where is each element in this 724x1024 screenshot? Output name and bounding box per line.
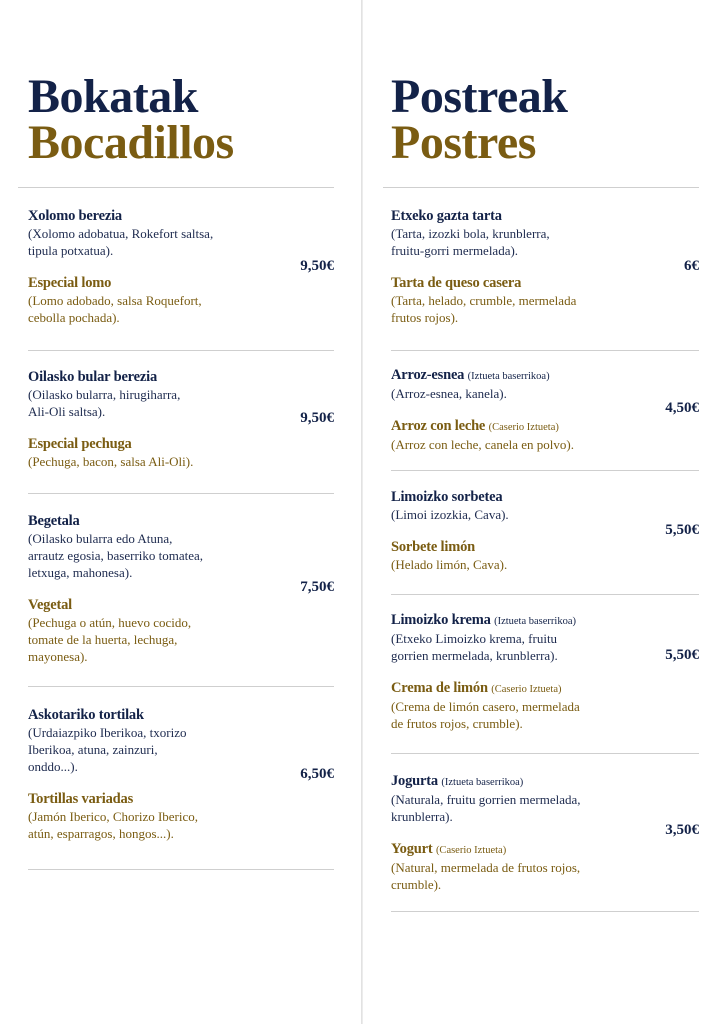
item-desc: de frutos rojos, crumble).: [391, 716, 523, 731]
item-desc: (Limoi izozkia, Cava).: [391, 507, 509, 522]
item-name: Especial pechuga: [28, 436, 132, 452]
item-name-text: Arroz-esnea: [391, 367, 465, 383]
item-name: [391, 841, 653, 859]
menu-section: [391, 773, 653, 893]
item-desc: (Arroz-esnea, kanela).: [391, 386, 507, 401]
item-desc: (Xolomo adobatua, Rokefort saltsa,: [28, 226, 214, 241]
item-name-text: Arroz con leche: [391, 418, 486, 434]
divider: [18, 187, 334, 188]
item-desc: cebolla pochada).: [28, 310, 120, 325]
item-spanish: [391, 841, 653, 893]
item-name-text: Tarta de queso casera: [391, 275, 522, 291]
divider: [28, 350, 334, 351]
item-name: [391, 489, 651, 506]
item-price: 5,50€: [665, 522, 699, 538]
item-name: [391, 773, 653, 791]
page-title: [28, 70, 234, 169]
divider: [391, 753, 699, 754]
divider: [391, 911, 699, 912]
item-desc: letxuga, mahonesa).: [28, 565, 133, 580]
item-name: Begetala: [28, 513, 80, 529]
item-desc: arrautz egosia, baserriko tomatea,: [28, 548, 204, 563]
item-desc: onddo...).: [28, 759, 78, 774]
item-name: [391, 208, 651, 225]
item-price: 6€: [684, 258, 699, 274]
item-spanish: [28, 597, 328, 665]
item-origin-note: (Iztueta baserrikoa): [467, 371, 550, 382]
item-origin-note: (Caserio Iztueta): [488, 422, 559, 433]
item-name: [391, 275, 651, 292]
item-desc: (Tarta, izozki bola, krunblerra,: [391, 226, 550, 241]
item-price: 7,50€: [300, 579, 334, 595]
item-name-text: Jogurta: [391, 773, 438, 789]
item-desc: (Helado limón, Cava).: [391, 557, 508, 572]
item-spanish: [391, 418, 651, 453]
item-origin-note: (Caserio Iztueta): [491, 684, 562, 695]
item-desc: (Natural, mermelada de frutos rojos,: [391, 860, 581, 875]
item-basque: [28, 208, 328, 259]
item-desc: (Arroz con leche, canela en polvo).: [391, 437, 574, 452]
item-basque: [28, 513, 328, 581]
item-basque: [391, 367, 651, 402]
menu-section: [391, 367, 651, 453]
item-desc: (Etxeko Limoizko krema, fruitu: [391, 631, 558, 646]
item-spanish: [391, 539, 651, 573]
title-spanish: Postres: [391, 116, 536, 169]
item-basque: [391, 489, 651, 523]
item-spanish: [28, 791, 328, 842]
item-price: 3,50€: [665, 822, 699, 838]
item-desc: mayonesa).: [28, 649, 88, 664]
item-desc: Iberikoa, atuna, zainzuri,: [28, 742, 158, 757]
title-basque: Bokatak: [28, 70, 198, 123]
item-origin-note: (Iztueta baserrikoa): [441, 777, 524, 788]
item-desc: krunblerra).: [391, 809, 453, 824]
item-spanish: [391, 680, 653, 732]
item-desc: fruitu-gorri mermelada).: [391, 243, 519, 258]
item-name-text: Sorbete limón: [391, 539, 475, 555]
divider: [28, 869, 334, 870]
divider: [383, 187, 699, 188]
item-desc: tomate de la huerta, lechuga,: [28, 632, 178, 647]
menu-section: [391, 489, 651, 573]
item-desc: crumble).: [391, 877, 442, 892]
item-desc: (Urdaiazpiko Iberikoa, txorizo: [28, 725, 187, 740]
menu-section: [391, 208, 651, 326]
item-spanish: [28, 275, 328, 326]
item-price: 9,50€: [300, 410, 334, 426]
item-desc: (Pechuga o atún, huevo cocido,: [28, 615, 192, 630]
item-name: Oilasko bular berezia: [28, 369, 157, 385]
item-desc: gorrien mermelada, krunblerra).: [391, 648, 558, 663]
item-name: [391, 539, 651, 556]
item-desc: tipula potxatua).: [28, 243, 114, 258]
menu-page-postres: [362, 0, 724, 1024]
menu-section: [391, 612, 653, 732]
title-spanish: Bocadillos: [28, 116, 234, 169]
item-price: 9,50€: [300, 258, 334, 274]
item-name: [391, 418, 651, 436]
item-basque: [391, 773, 653, 825]
item-price: 4,50€: [665, 400, 699, 416]
item-spanish: [28, 436, 328, 470]
divider: [391, 470, 699, 471]
item-desc: (Jamón Iberico, Chorizo Iberico,: [28, 809, 199, 824]
item-name: Tortillas variadas: [28, 791, 134, 807]
item-basque: [391, 208, 651, 259]
item-origin-note: (Iztueta baserrikoa): [494, 616, 576, 627]
item-desc: (Crema de limón casero, mermelada: [391, 699, 580, 714]
item-name-text: Limoizko sorbetea: [391, 489, 503, 505]
item-name-text: Etxeko gazta tarta: [391, 208, 502, 224]
item-basque: [391, 612, 653, 664]
item-price: 5,50€: [665, 647, 699, 663]
page-title: [391, 70, 568, 169]
item-desc: (Oilasko bularra edo Atuna,: [28, 531, 173, 546]
item-desc: (Oilasko bularra, hirugiharra,: [28, 387, 181, 402]
divider: [391, 594, 699, 595]
item-name: [391, 367, 651, 385]
item-price: 6,50€: [300, 766, 334, 782]
item-name-text: Limoizko krema: [391, 612, 491, 628]
item-origin-note: (Caserio Iztueta): [435, 845, 507, 856]
item-name: Vegetal: [28, 597, 72, 613]
item-name: Xolomo berezia: [28, 208, 122, 224]
divider: [28, 493, 334, 494]
item-desc: (Pechuga, bacon, salsa Ali-Oli).: [28, 454, 194, 469]
item-name-text: Yogurt: [391, 841, 433, 857]
item-desc: (Naturala, fruitu gorrien mermelada,: [391, 792, 581, 807]
item-desc: (Tarta, helado, crumble, mermelada: [391, 293, 577, 308]
title-basque: Postreak: [391, 70, 568, 123]
item-basque: [28, 707, 328, 775]
divider: [28, 686, 334, 687]
item-name: [391, 612, 653, 630]
item-name-text: Crema de limón: [391, 680, 488, 696]
item-desc: (Lomo adobado, salsa Roquefort,: [28, 293, 202, 308]
divider: [391, 350, 699, 351]
item-name: Askotariko tortilak: [28, 707, 144, 723]
item-desc: frutos rojos).: [391, 310, 459, 325]
item-desc: atún, esparragos, hongos...).: [28, 826, 174, 841]
item-name: [391, 680, 653, 698]
item-desc: Ali-Oli saltsa).: [28, 404, 106, 419]
item-name: Especial lomo: [28, 275, 112, 291]
item-spanish: [391, 275, 651, 326]
